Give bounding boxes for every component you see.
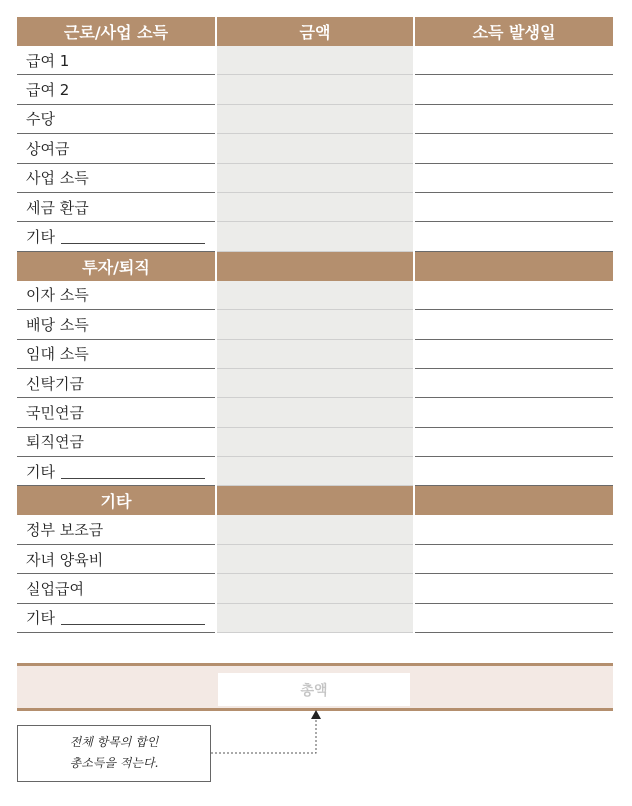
row-label-text: 임대 소득 [26, 345, 89, 364]
row-label-text: 기타 [26, 462, 55, 481]
row-label-text: 신탁기금 [26, 374, 84, 393]
row-label-text: 기타 [26, 228, 55, 247]
annotation-note [17, 725, 211, 782]
header-income-type: 근로/사업 소득 [17, 17, 215, 46]
row-label-text: 이자 소득 [26, 286, 89, 305]
row-label-text: 세금 환급 [26, 198, 89, 217]
note-line-2: 총소득을 적는다. [69, 756, 159, 770]
row-label-text: 자녀 양육비 [26, 550, 104, 569]
row-label-text: 배당 소득 [26, 315, 89, 334]
row-label-text: 사업 소득 [26, 169, 89, 188]
row-label-text: 정부 보조금 [26, 521, 104, 540]
row-label-text: 급여 1 [26, 51, 70, 70]
total-field[interactable]: 총액 [218, 673, 410, 706]
row-label-text: 기타 [26, 609, 55, 628]
row-label-text: 상여금 [26, 139, 70, 158]
row-label-text: 국민연금 [26, 403, 84, 422]
header-investment-retirement: 투자/퇴직 [17, 252, 215, 281]
row-label-text: 수당 [26, 110, 55, 129]
header-amount: 금액 [217, 17, 413, 46]
row-label-text: 급여 2 [26, 81, 70, 100]
header-income-date: 소득 발생일 [415, 17, 613, 46]
note-line-1: 전체 항목의 합인 [69, 735, 159, 749]
row-label-text: 퇴직연금 [26, 433, 84, 452]
header-other: 기타 [17, 486, 215, 515]
row-label-text: 실업급여 [26, 579, 84, 598]
